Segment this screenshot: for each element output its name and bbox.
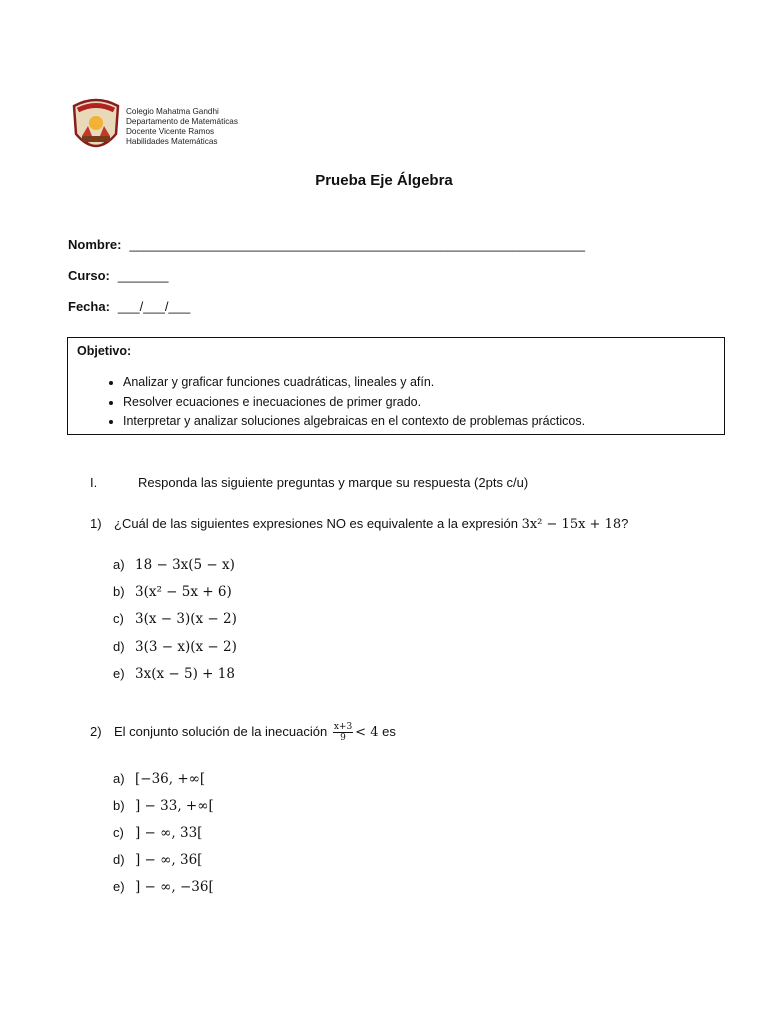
school-logo [68, 96, 124, 158]
option-letter: e) [113, 879, 125, 894]
option-1a[interactable] [113, 557, 235, 573]
question-expression: 3x² − 15x + 18 [521, 517, 622, 532]
nombre-blank[interactable]: _______________________________________________________________ [129, 237, 585, 252]
question-text: El conjunto solución de la inecuación [114, 723, 328, 739]
option-letter: b) [113, 798, 125, 813]
fraction-numerator: x+3 [333, 722, 353, 732]
fraction-denominator: 9 [340, 733, 346, 743]
nombre-label: Nombre: [68, 237, 122, 252]
option-1c[interactable] [113, 611, 237, 627]
section-instructions: Responda las siguiente preguntas y marque su respuesta (2pts c/u) [138, 475, 529, 490]
option-letter: d) [113, 852, 125, 867]
department: Departamento de Matemáticas [126, 117, 238, 126]
school-name: Colegio Mahatma Gandhi [126, 107, 219, 116]
question-text: ¿Cuál de las siguientes expresiones NO es equivalente a la expresión [114, 516, 518, 531]
curso-blank[interactable]: _______ [117, 268, 169, 283]
question-expression: < 4 [355, 724, 379, 740]
curso-label: Curso: [68, 268, 110, 283]
option-value: 3(x − 3)(x − 2) [135, 611, 237, 627]
option-value: ] − ∞, 36[ [135, 852, 203, 868]
option-letter: c) [113, 611, 124, 626]
option-2e[interactable] [113, 879, 214, 895]
option-1d[interactable] [113, 639, 237, 655]
question-number: 1) [90, 516, 102, 531]
option-1b[interactable] [113, 584, 232, 600]
option-letter: c) [113, 825, 124, 840]
fecha-blank[interactable]: ___/___/___ [117, 299, 191, 314]
objective-item: • Resolver ecuaciones e inecuaciones de primer grado. [123, 393, 585, 413]
objective-item: • Analizar y graficar funciones cuadráticas, lineales y afín. [123, 373, 585, 393]
question-1 [90, 516, 628, 532]
option-value: 18 − 3x(5 − x) [135, 557, 235, 573]
option-value: ] − ∞, 33[ [135, 825, 203, 841]
option-2d[interactable] [113, 852, 202, 868]
option-value: ] − ∞, −36[ [135, 879, 214, 895]
field-curso [68, 268, 169, 283]
question-suffix: ? [621, 516, 629, 531]
page-title: Prueba Eje Álgebra [315, 172, 453, 189]
option-letter: b) [113, 584, 125, 599]
option-2a[interactable] [113, 771, 205, 787]
option-value: 3(x² − 5x + 6) [135, 584, 232, 600]
field-fecha [68, 299, 190, 314]
option-letter: d) [113, 639, 125, 654]
question-number: 2) [90, 723, 102, 739]
school-info [126, 107, 238, 147]
option-value: 3(3 − x)(x − 2) [135, 639, 237, 655]
field-nombre [68, 237, 585, 252]
option-letter: a) [113, 557, 125, 572]
option-value: ] − 33, +∞[ [135, 798, 214, 814]
option-letter: a) [113, 771, 125, 786]
objective-title: Objetivo: [77, 344, 132, 358]
fecha-label: Fecha: [68, 299, 110, 314]
question-suffix: es [382, 723, 396, 739]
option-2b[interactable] [113, 798, 214, 814]
option-value: 3x(x − 5) + 18 [135, 666, 235, 682]
option-value: [−36, +∞[ [135, 771, 206, 787]
subject: Habilidades Matemáticas [126, 137, 218, 146]
option-1e[interactable] [113, 666, 235, 682]
question-fraction [333, 722, 353, 743]
question-2 [90, 722, 396, 743]
objective-item: • Interpretar y analizar soluciones algebraicas en el contexto de problemas prácticos. [123, 412, 585, 432]
option-letter: e) [113, 666, 125, 681]
section-heading [90, 475, 528, 490]
option-2c[interactable] [113, 825, 202, 841]
school-header [68, 96, 238, 158]
section-number: I. [90, 475, 98, 490]
teacher: Docente Vicente Ramos [126, 127, 215, 136]
objective-box [67, 337, 725, 435]
objective-list [68, 373, 585, 432]
